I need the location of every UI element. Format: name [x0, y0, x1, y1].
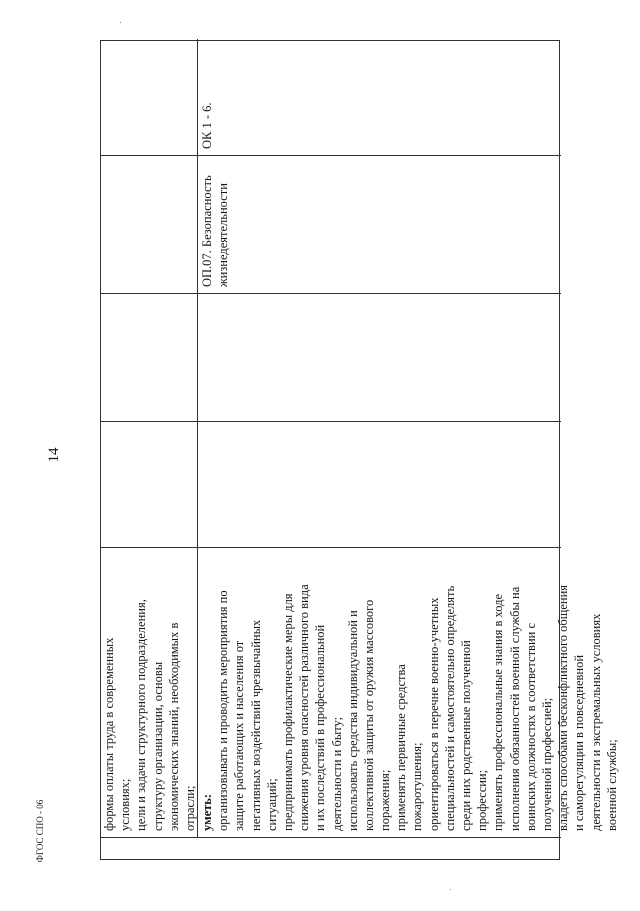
page-number: 14 — [46, 447, 62, 463]
skills-line: специальностей и самостоятельно определять — [442, 585, 457, 831]
discipline-line: жизнедеятельности — [216, 183, 231, 287]
skills-line: пожаротушения; — [410, 742, 425, 831]
skills-line: профессии; — [475, 769, 490, 831]
skills-line: ситуаций; — [264, 778, 279, 831]
skills-line: и саморегуляции в повседневной — [572, 654, 587, 831]
knowledge-line: условиях; — [118, 778, 133, 831]
skills-line: снижения уровня опасностей различного вида — [297, 584, 312, 831]
skills-line: негативных воздействий чрезвычайных — [248, 619, 263, 831]
scan-speck — [120, 22, 121, 23]
column-hours-1 — [101, 421, 561, 547]
skills-line: коллективной защиты от оружия массового — [361, 599, 376, 831]
skills-line: использовать средства индивидуальной и — [345, 610, 360, 831]
knowledge-line: формы оплаты труда в современных — [102, 637, 116, 831]
column-hours-2 — [101, 293, 561, 421]
skills-line: организовывать и проводить мероприятия по — [216, 590, 231, 831]
skills-line: и их последствий в профессиональной — [313, 624, 328, 831]
skills-line: ориентироваться в перечне военно-учетных — [426, 597, 441, 831]
knowledge-list — [101, 599, 198, 831]
skills-line: деятельности и экстремальных условиях — [588, 613, 603, 831]
skills-list — [199, 584, 620, 831]
skills-line: воинских должностях в соответствии с — [523, 622, 538, 831]
skills-line: поражения; — [378, 769, 393, 831]
skills-line: предпринимать профилактические меры для — [280, 593, 295, 831]
competency-line: ОК 1 - 6. — [200, 102, 214, 149]
knowledge-line: структуру организации, основы — [150, 661, 165, 831]
scan-speck — [450, 889, 451, 890]
column-competencies — [101, 39, 561, 155]
discipline-name — [199, 175, 231, 287]
skills-line: применять профессиональные знания в ходе — [491, 593, 506, 831]
knowledge-line: отрасли; — [182, 785, 197, 831]
knowledge-line: цели и задачи структурного подразделения, — [134, 599, 149, 831]
competency-codes — [199, 102, 215, 149]
discipline-line: ОП.07. Безопасность — [200, 175, 214, 287]
knowledge-line: экономических знаний, необходимых в — [166, 622, 181, 831]
rotated-table-container — [100, 40, 619, 860]
skills-line: деятельности и быту; — [329, 716, 344, 831]
skills-line: среди них родственные полученной — [459, 640, 473, 831]
footer-standard-code: ФГОС СПО - 06 — [35, 799, 45, 863]
column-index — [101, 837, 561, 859]
skills-line: полученной профессией; — [539, 697, 554, 831]
skills-heading: уметь: — [200, 793, 214, 831]
competency-table — [100, 40, 619, 860]
skills-line: защите работающих и населения от — [232, 640, 247, 831]
column-discipline — [101, 155, 561, 293]
skills-line: военной службы; — [604, 739, 619, 831]
skills-line: исполнения обязанностей военной службы на — [507, 586, 522, 831]
skills-line: применять первичные средства — [394, 664, 409, 831]
skills-line: владеть способами бесконфликтного общения — [556, 584, 571, 831]
